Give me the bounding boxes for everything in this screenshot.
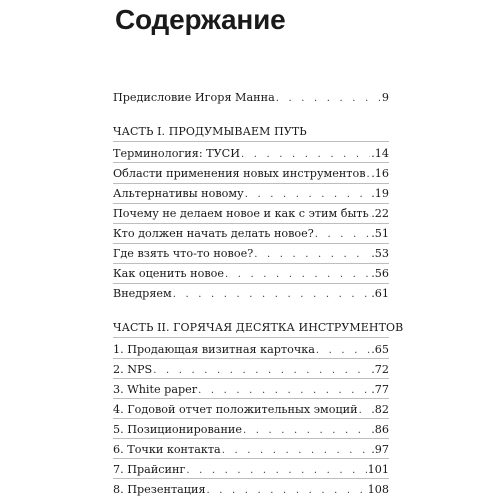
toc-entry[interactable] — [113, 482, 389, 498]
entry-rule — [113, 358, 389, 359]
toc-entry-label: Как оценить новое — [113, 267, 225, 280]
entry-rule — [113, 378, 389, 379]
entry-rule — [113, 283, 389, 284]
toc-entry-page: .56 — [371, 267, 389, 280]
toc-entry-label: Предисловие Игоря Манна — [113, 91, 275, 104]
toc-entry[interactable] — [113, 206, 389, 222]
dot-leader — [370, 207, 371, 223]
entry-rule — [113, 223, 389, 224]
section-rule — [113, 337, 389, 338]
toc-entry-label: Внедряем — [113, 287, 172, 300]
dot-leader — [243, 423, 370, 439]
dot-leader — [241, 147, 370, 163]
toc-entry-page: .51 — [371, 227, 389, 240]
dot-leader — [173, 287, 370, 303]
toc-entry-label: Почему не делаем новое и как с этим быть — [113, 207, 369, 220]
section-rule — [113, 141, 389, 142]
dot-leader — [359, 403, 371, 419]
toc-entry-label: 1. Продающая визитная карточка — [113, 343, 315, 356]
entry-rule — [113, 263, 389, 264]
toc-entry-page: .86 — [371, 423, 389, 436]
toc-entry-page: 101 — [367, 463, 389, 476]
toc-entry-label: 7. Прайсинг — [113, 463, 186, 476]
section-heading-part2: ЧАСТЬ II. ГОРЯЧАЯ ДЕСЯТКА ИНСТРУМЕНТОВ — [113, 321, 404, 334]
toc-entry-label: 5. Позиционирование — [113, 423, 242, 436]
toc-entry-page: .77 — [371, 383, 389, 396]
toc-entry-page: .61 — [371, 287, 389, 300]
toc-entry-label: Области применения новых инструментов — [113, 167, 366, 180]
toc-entry-page: .97 — [371, 443, 389, 456]
entry-rule — [113, 183, 389, 184]
toc-entry[interactable] — [113, 422, 389, 438]
entry-rule — [113, 418, 389, 419]
toc-entry[interactable] — [113, 146, 389, 162]
page-title: Содержание — [115, 4, 286, 35]
toc-entry[interactable] — [113, 362, 389, 378]
toc-entry-page: 108 — [367, 483, 389, 496]
toc-entry-page: .16 — [371, 167, 389, 180]
toc-entry[interactable] — [113, 342, 389, 358]
toc-entry[interactable] — [113, 402, 389, 418]
toc-entry-page: .19 — [371, 187, 389, 200]
toc-entry-page: 9 — [381, 91, 389, 104]
dot-leader — [245, 187, 371, 203]
toc-entry-label: Терминология: ТУСИ — [113, 147, 241, 160]
entry-rule — [113, 458, 389, 459]
toc-entry-page: .14 — [371, 147, 389, 160]
toc-entry[interactable] — [113, 246, 389, 262]
toc-entry[interactable] — [113, 462, 389, 478]
dot-leader — [316, 343, 370, 359]
dot-leader — [186, 463, 366, 479]
toc-entry-label: 2. NPS — [113, 363, 153, 376]
toc-entry-label: 4. Годовой отчет положительных эмоций — [113, 403, 358, 416]
entry-rule — [113, 203, 389, 204]
toc-entry-foreword[interactable] — [113, 90, 389, 106]
toc-entry[interactable] — [113, 286, 389, 302]
dot-leader — [367, 167, 371, 183]
toc-entry-label: 3. White paper — [113, 383, 198, 396]
dot-leader — [315, 227, 370, 243]
toc-entry-page: .53 — [371, 247, 389, 260]
toc-entry-page: .22 — [371, 207, 389, 220]
entry-rule — [113, 243, 389, 244]
toc-entry[interactable] — [113, 442, 389, 458]
toc-entry-label: 6. Точки контакта — [113, 443, 221, 456]
section-heading-part1: ЧАСТЬ I. ПРОДУМЫВАЕМ ПУТЬ — [113, 125, 307, 138]
toc-entry-label: Где взять что-то новое? — [113, 247, 254, 260]
dot-leader — [207, 483, 367, 499]
toc-entry[interactable] — [113, 382, 389, 398]
dot-leader — [254, 247, 370, 263]
dot-leader — [276, 91, 381, 107]
toc-entry-page: .65 — [371, 343, 389, 356]
entry-rule — [113, 478, 389, 479]
toc-entry-page: .72 — [371, 363, 389, 376]
toc-entry[interactable] — [113, 226, 389, 242]
entry-rule — [113, 398, 389, 399]
dot-leader — [222, 443, 370, 459]
dot-leader — [198, 383, 370, 399]
toc-entry-label: Кто должен начать делать новое? — [113, 227, 314, 240]
entry-rule — [113, 438, 389, 439]
entry-rule — [113, 162, 389, 163]
dot-leader — [225, 267, 370, 283]
toc-entry[interactable] — [113, 266, 389, 282]
toc-entry-label: 8. Презентация — [113, 483, 206, 496]
dot-leader — [153, 363, 370, 379]
toc-entry-page: .82 — [371, 403, 389, 416]
toc-entry[interactable] — [113, 186, 389, 202]
toc-entry[interactable] — [113, 166, 389, 182]
toc-entry-label: Альтернативы новому — [113, 187, 244, 200]
